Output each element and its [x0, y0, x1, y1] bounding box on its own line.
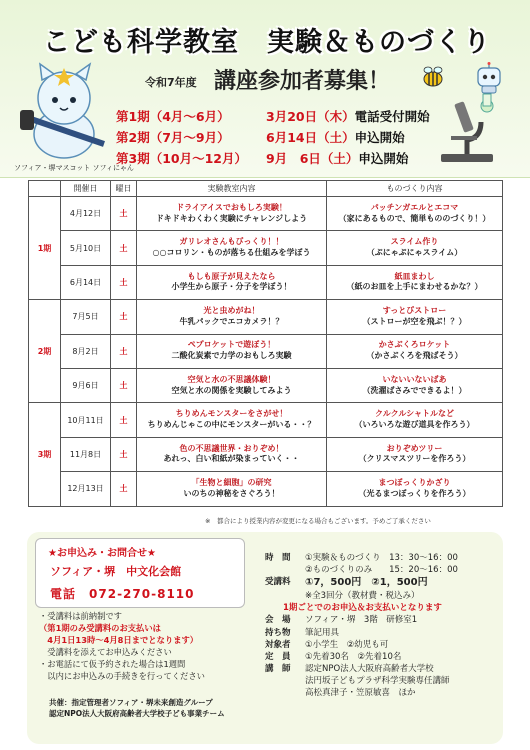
detail-key: 会 場 [265, 615, 291, 626]
craft-title: クルクルシャトルなど [375, 409, 454, 419]
column-header [29, 181, 61, 197]
session-date: 9月6日 [61, 368, 111, 402]
session-dow: 土 [111, 403, 137, 437]
experiment-desc: ドキドキわくわく実験にチャレンジしよう [155, 213, 308, 223]
table-row [29, 300, 503, 334]
session-date: 5月10日 [61, 231, 111, 265]
experiment-content [137, 368, 327, 402]
table-row [29, 368, 503, 402]
experiment-content [137, 265, 327, 299]
period-note: 申込開始 [358, 151, 409, 166]
experiment-content [137, 231, 327, 265]
craft-content [327, 403, 503, 437]
detail-lecturer [265, 663, 501, 675]
craft-desc: （洗濯ばさみでできるよ！） [362, 385, 467, 395]
session-dow: 土 [111, 437, 137, 471]
experiment-content [137, 472, 327, 506]
detail-value: 筆記用具 [305, 627, 340, 638]
recruit-heading: 講座参加者募集！ [214, 69, 391, 94]
detail-value: ①先着30名 ②先着10名 [305, 651, 402, 662]
column-header: 曜日 [111, 181, 137, 197]
note-line: 受講料を添えてお申込みください [39, 647, 172, 658]
session-date: 6月14日 [61, 265, 111, 299]
period-date: 6月14日（土） [266, 130, 355, 145]
column-header: 開催日 [61, 181, 111, 197]
page-title: こども科学教室 実験＆ものづくり [43, 27, 491, 58]
experiment-desc: 牛乳パックでエコカメラ！？ [179, 316, 284, 326]
year-label: 令和7年度 [145, 76, 197, 89]
table-row [29, 472, 503, 506]
experiment-title: ちりめんモンスターをさがせ！ [175, 409, 288, 419]
experiment-title: ドライアイスでおもしろ実験！ [176, 202, 287, 212]
craft-title: おりぞめツリー [386, 443, 443, 453]
session-date: 7月5日 [61, 300, 111, 334]
column-header: ものづくり内容 [327, 181, 503, 197]
period-date: 3月20日（木） [266, 109, 355, 124]
craft-title: いないいないばあ [382, 374, 447, 384]
bee-icon [420, 64, 446, 90]
craft-content [327, 197, 503, 231]
contact-phone [50, 585, 195, 602]
experiment-content [137, 300, 327, 334]
session-date: 12月13日 [61, 472, 111, 506]
period-label: 第3期（10月～12月） [116, 151, 247, 166]
table-footnote: ※ 都合により授業内容が変更になる場合もございます。予めご了承ください [205, 517, 431, 525]
session-dow: 土 [111, 265, 137, 299]
fee-note: 1期ごとでのお申込＆お支払いとなります [283, 603, 442, 614]
period-date: 9月 6日（土） [266, 151, 359, 166]
mascot-cat-icon [18, 60, 113, 160]
session-dow: 土 [111, 300, 137, 334]
robot-icon [472, 62, 506, 94]
period-note: 電話受付開始 [354, 109, 430, 124]
experiment-content [137, 437, 327, 471]
microscope-icon [437, 92, 497, 164]
craft-desc: （クリスマスツリーを作ろう） [358, 454, 471, 464]
detail-time-2 [265, 564, 501, 576]
detail-key: 受講料 [265, 577, 291, 588]
session-date: 10月11日 [61, 403, 111, 437]
period-note: 申込開始 [354, 130, 405, 145]
craft-content [327, 231, 503, 265]
table-row [29, 403, 503, 437]
host-line: 共催：指定管理者ソフィア・堺未来創造グループ [49, 698, 213, 707]
period-label: 第2期（7月～9月） [116, 130, 230, 145]
experiment-title: 「生物と細胞」の研究 [191, 478, 272, 488]
craft-content [327, 368, 503, 402]
craft-content [327, 437, 503, 471]
detail-fee-2 [265, 590, 501, 602]
craft-desc: （かさぶくろを飛ばそう） [366, 351, 463, 361]
detail-fee [265, 576, 501, 590]
experiment-desc: いのちの神秘をさぐろう！ [183, 488, 280, 498]
period-label: 第1期（4月～6月） [116, 109, 230, 124]
session-dow: 土 [111, 368, 137, 402]
craft-title: すっとびストロー [382, 306, 447, 316]
column-header: 実験教室内容 [137, 181, 327, 197]
detail-value: ①7，500円 ②1，500円 [305, 577, 428, 589]
note-line: （第1期のみ受講料のお支払いは [39, 623, 161, 634]
detail-value: ①実験＆ものづくり 13：30～16：00 [305, 553, 458, 563]
period-row-1 [116, 107, 430, 125]
craft-desc: （紙のお皿を上手にまわせるかな？） [346, 282, 483, 292]
note-line: 以内にお申込みの手続きを行ってください [39, 671, 205, 682]
session-date: 4月12日 [61, 197, 111, 231]
detail-lecturer-3 [265, 687, 501, 699]
detail-time [265, 552, 501, 564]
schedule-table [28, 180, 503, 507]
craft-content [327, 472, 503, 506]
table-header-row [29, 181, 503, 197]
craft-title: パッチンガエルとエコマ [370, 202, 459, 212]
contact-heading: ★お申込み・お問合せ★ [48, 548, 156, 559]
experiment-title: ペプロケットで遊ぼう！ [187, 340, 276, 350]
detail-key: 対象者 [265, 639, 291, 650]
detail-key: 持ち物 [265, 627, 291, 638]
detail-key: 定 員 [265, 651, 291, 662]
craft-title: まつぼっくりかざり [378, 478, 451, 488]
craft-content [327, 334, 503, 368]
period-row-2 [116, 128, 405, 146]
craft-desc: （ストローが空を飛ぶ！？） [362, 316, 467, 326]
note-line: ・受講料は前納制です [39, 611, 122, 621]
experiment-desc: あれっ、白い和紙が染まっていく・・ [163, 454, 300, 464]
detail-value: 認定NPO法人大阪府高齢者大学校 [305, 663, 434, 674]
experiment-desc: 小学生から原子・分子を学ぼう！ [171, 282, 292, 292]
experiment-title: 光と虫めがね！ [203, 306, 260, 316]
session-dow: 土 [111, 472, 137, 506]
period-row-3 [116, 149, 408, 167]
detail-target [265, 639, 501, 651]
detail-lecturer-2 [265, 675, 501, 687]
detail-value: 高松真津子・笠原敏喜 ほか [305, 687, 416, 698]
experiment-content [137, 334, 327, 368]
note-line: 4月1日13時～4月8日までとなります） [39, 635, 199, 646]
table-row [29, 231, 503, 265]
phone-label: 電話 [50, 587, 77, 601]
craft-desc: （家にあるもので、簡単もののづくり！） [338, 213, 491, 223]
detail-venue [265, 614, 501, 626]
session-dow: 土 [111, 334, 137, 368]
experiment-desc: ちりめんじゃこの中にモンスターがいる・・？ [147, 420, 316, 430]
experiment-desc: 空気と水の関係を実験してみよう [171, 385, 292, 395]
table-row [29, 334, 503, 368]
host-line: 認定NPO法人大阪府高齢者大学校子ども事業チーム [49, 709, 225, 719]
header-banner [0, 0, 530, 178]
detail-value: 法円坂子どもプラザ科学実験専任講師 [305, 675, 450, 686]
session-date: 11月8日 [61, 437, 111, 471]
detail-key: 時 間 [265, 553, 291, 563]
experiment-desc: 二酸化炭素で力学のおもしろ実験 [171, 351, 292, 361]
experiment-title: もしも原子が見えたなら [187, 271, 276, 281]
contact-venue: ソフィア・堺 中文化会館 [50, 565, 182, 578]
experiment-desc: ○○コロリン・ものが落ちる仕組みを学ぼう [152, 248, 311, 258]
experiment-content [137, 403, 327, 437]
note-line: ・お電話にて仮予約された場合は1週間 [39, 659, 186, 670]
term-label: 3期 [29, 403, 61, 506]
detail-value: ①小学生 ②幼児も可 [305, 639, 389, 650]
experiment-title: 空気と水の不思議体験！ [187, 374, 276, 384]
mascot-caption: ソフィア・堺マスコット ソフィにゃん [14, 164, 134, 172]
table-row [29, 437, 503, 471]
detail-value: ソフィア・堺 3階 研修室1 [305, 615, 418, 626]
craft-title: スライム作り [390, 237, 439, 247]
craft-content [327, 265, 503, 299]
session-dow: 土 [111, 197, 137, 231]
course-details [265, 552, 501, 699]
table-row [29, 197, 503, 231]
detail-key: 講 師 [265, 663, 291, 674]
info-panel [27, 532, 503, 744]
term-label: 2期 [29, 300, 61, 403]
detail-value: ②ものづくりのみ 15：20～16：00 [305, 565, 458, 576]
experiment-title: ガリレオさんもびっくり！！ [179, 237, 284, 247]
craft-title: 紙皿まわし [394, 271, 435, 281]
craft-desc: （いろいろな遊び道具を作ろう） [354, 420, 475, 430]
session-dow: 土 [111, 231, 137, 265]
craft-desc: （光るまつぼっくりを作ろう） [358, 488, 471, 498]
payment-notes [39, 610, 254, 682]
craft-desc: （ぷにゃぷにゃスライム） [366, 248, 463, 258]
craft-content [327, 300, 503, 334]
phone-number[interactable]: 072-270-8110 [89, 587, 195, 601]
detail-items [265, 627, 501, 639]
contact-box [35, 538, 245, 608]
detail-capacity [265, 651, 501, 663]
craft-title: かさぶくろロケット [378, 340, 451, 350]
detail-value: ※全3回分（教材費・税込み） [305, 591, 420, 602]
co-host [49, 697, 225, 720]
session-date: 8月2日 [61, 334, 111, 368]
experiment-title: 色の不思議世界・おりぞめ！ [179, 443, 284, 453]
experiment-content [137, 197, 327, 231]
term-label: 1期 [29, 197, 61, 300]
table-row [29, 265, 503, 299]
